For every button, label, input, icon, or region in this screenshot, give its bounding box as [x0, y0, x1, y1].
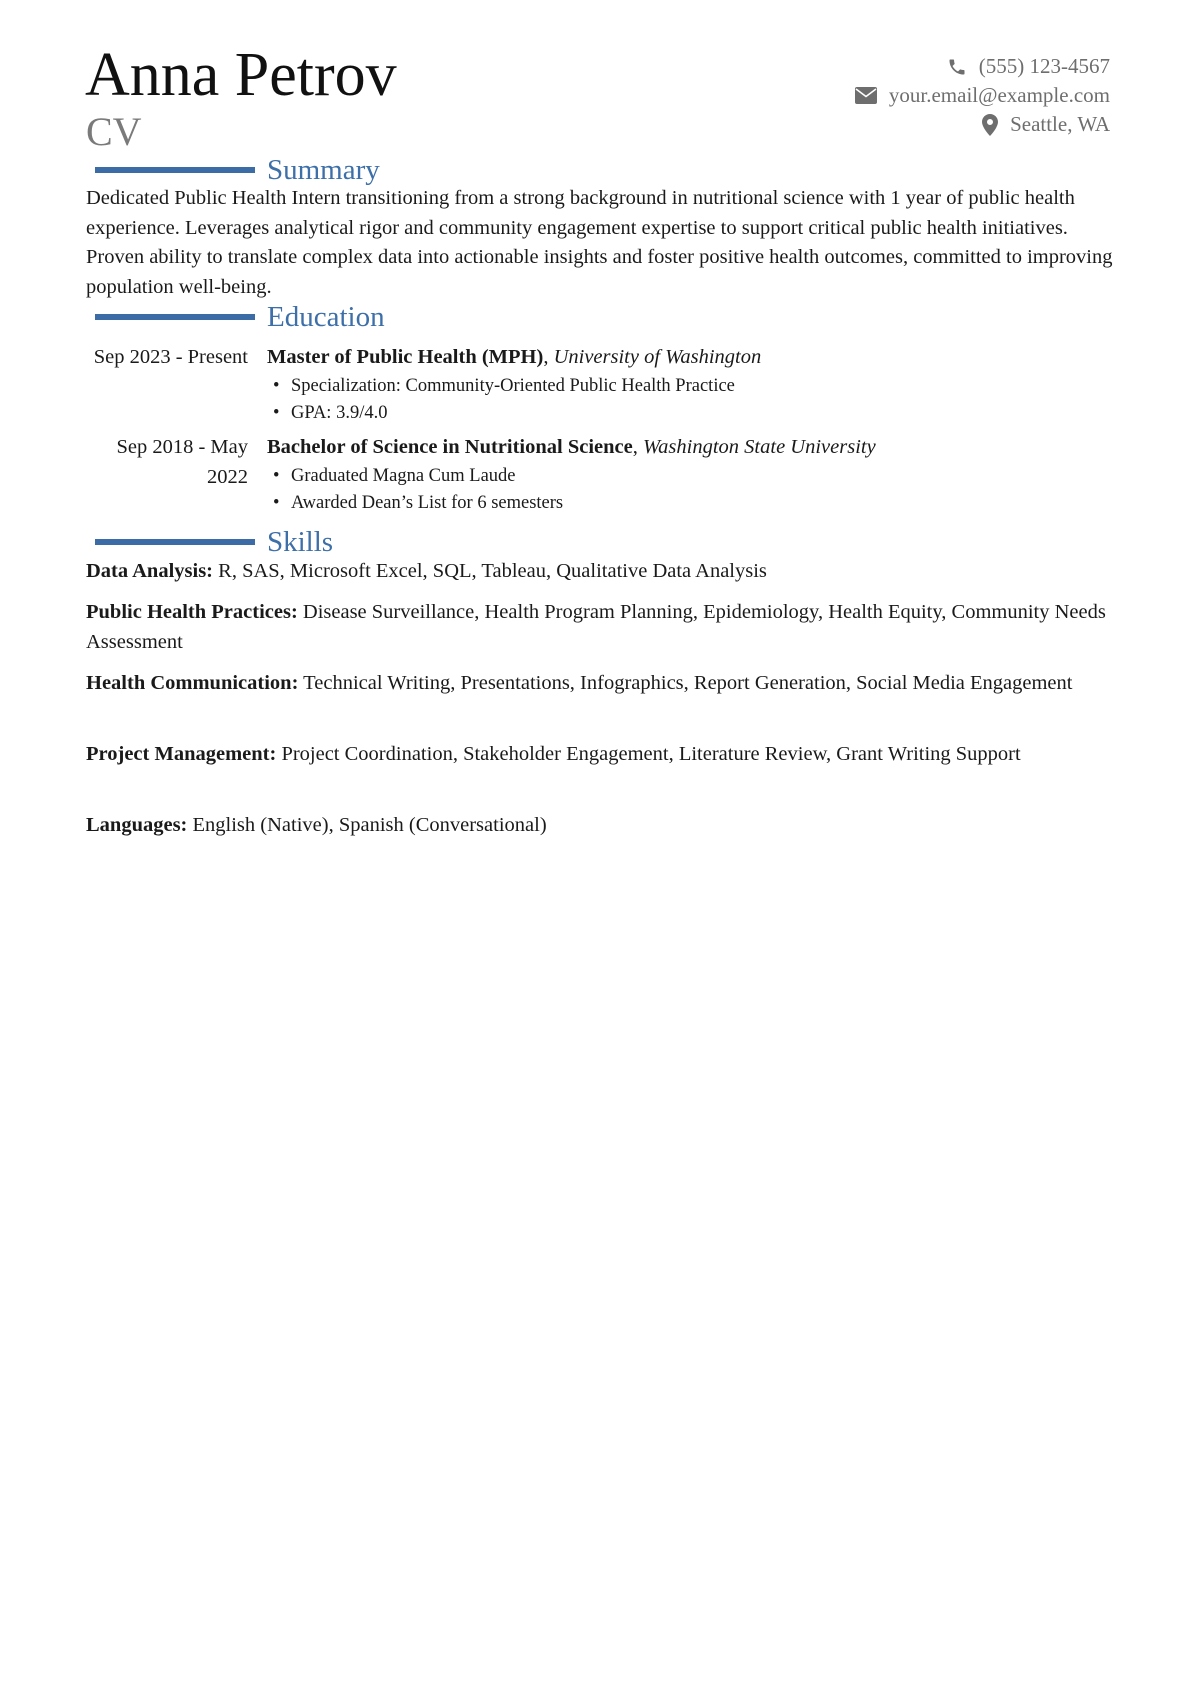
education-heading-line — [267, 433, 1117, 463]
skill-label: Project Management: — [86, 743, 277, 765]
section-title-skills: Skills — [267, 526, 334, 558]
education-bullets — [267, 463, 1117, 517]
separator: , — [632, 436, 643, 458]
list-item: • GPA: 3.9/4.0 — [291, 400, 1117, 427]
skill-label: Data Analysis: — [86, 560, 214, 582]
map-marker-icon — [982, 114, 998, 136]
summary-text: Dedicated Public Health Intern transitioning from a strong background in nutritional science with 1 year of public health experience. Leverages analytical rigor and community engagement expertise to support critical public health initiatives. Proven ability to translate complex data into actionable insights and foster positive health outcomes, committed to improving population well-being. — [86, 187, 1113, 298]
email-address[interactable]: your.email@example.com — [888, 83, 1110, 107]
education-heading-line — [267, 343, 1117, 373]
skill-value: Disease Surveillance, Health Program Planning, Epidemiology, Health Equity, Community Needs Assessment — [86, 601, 1106, 653]
contact-phone — [855, 52, 1110, 81]
skill-row — [86, 811, 1116, 841]
education-date: Sep 2018 - May 2022 — [116, 436, 248, 488]
contact-email — [855, 81, 1110, 110]
education-bullets — [267, 373, 1117, 427]
skill-row — [86, 598, 1116, 657]
school-name: University of Washington — [553, 346, 762, 368]
person-name: Anna Petrov — [85, 41, 397, 109]
list-item: • Graduated Magna Cum Laude — [291, 463, 1117, 490]
section-title-education: Education — [267, 301, 385, 333]
education-date: Sep 2023 - Present — [93, 346, 248, 368]
document-subtitle: CV — [86, 109, 142, 154]
phone-icon — [947, 57, 967, 77]
school-name: Washington State University — [642, 436, 876, 458]
degree-name: Master of Public Health (MPH) — [267, 346, 544, 368]
separator: , — [543, 346, 554, 368]
skill-row — [86, 740, 1116, 770]
section-rule — [95, 539, 255, 545]
contact-block — [855, 52, 1110, 139]
education-details — [267, 343, 1117, 427]
phone-number: (555) 123-4567 — [978, 54, 1110, 78]
skill-value: Project Coordination, Stakeholder Engagement, Literature Review, Grant Writing Support — [281, 743, 1021, 765]
education-details — [267, 433, 1117, 517]
envelope-icon — [855, 87, 877, 104]
list-item: • Specialization: Community-Oriented Public Health Practice — [291, 373, 1117, 400]
summary-heading — [95, 152, 380, 188]
list-item: • Awarded Dean’s List for 6 semesters — [291, 490, 1117, 517]
degree-name: Bachelor of Science in Nutritional Science — [267, 436, 633, 458]
skill-row — [86, 669, 1116, 699]
skill-label: Public Health Practices: — [86, 601, 298, 623]
location-text: Seattle, WA — [1010, 112, 1110, 136]
section-rule — [95, 167, 255, 173]
skills-heading — [95, 524, 333, 560]
skill-value: Technical Writing, Presentations, Infographics, Report Generation, Social Media Engagement — [303, 672, 1073, 694]
section-rule — [95, 314, 255, 320]
skill-label: Languages: — [86, 814, 188, 836]
education-heading — [95, 299, 385, 335]
section-title-summary: Summary — [267, 154, 380, 186]
skill-value: R, SAS, Microsoft Excel, SQL, Tableau, Qualitative Data Analysis — [218, 560, 767, 582]
skill-value: English (Native), Spanish (Conversational) — [192, 814, 547, 836]
skill-row — [86, 557, 1116, 587]
contact-location — [855, 110, 1110, 139]
skill-label: Health Communication: — [86, 672, 299, 694]
